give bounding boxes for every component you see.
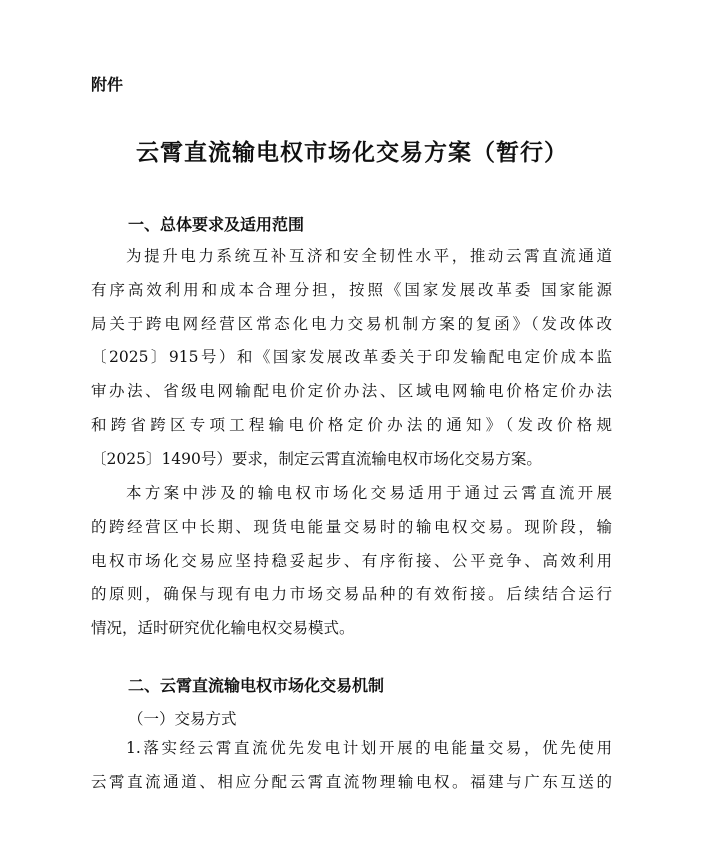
text-line: 和跨省跨区专项工程输电价格定价办法的通知》（发改价格规: [91, 415, 612, 434]
text-line: 〔2025〕915号）和《国家发展改革委关于印发输配电定价成本监: [91, 348, 612, 367]
text-line: 情况，适时研究优化输电权交易模式。: [91, 619, 355, 638]
text-line: 云霄直流通道、相应分配云霄直流物理输电权。福建与广东互送的: [91, 772, 612, 791]
section-2-paragraph-1: [91, 732, 612, 800]
text-line: 1.落实经云霄直流优先发电计划开展的电能量交易，优先使用: [126, 739, 612, 757]
text-line: 本方案中涉及的输电权市场化交易适用于通过云霄直流开展: [126, 484, 612, 502]
section-2-heading: 二、云霄直流输电权市场化交易机制: [128, 676, 385, 695]
section-1-heading: 一、总体要求及适用范围: [128, 215, 305, 234]
attachment-label: 附件: [91, 75, 124, 94]
document-title: 云霄直流输电权市场化交易方案（暂行）: [136, 139, 568, 166]
subsection-heading: （一）交易方式: [128, 710, 237, 728]
text-line: 局关于跨电网经营区常态化电力交易机制方案的复函》（发改体改: [91, 314, 612, 333]
text-line: 〔2025〕1490号）要求，制定云霄直流输电权市场化交易方案。: [91, 449, 542, 468]
text-line: 的跨经营区中长期、现货电能量交易时的输电权交易。现阶段，输: [91, 517, 612, 536]
text-line: 为提升电力系统互补互济和安全韧性水平，推动云霄直流通道: [126, 247, 612, 265]
text-line: 的原则，确保与现有电力市场交易品种的有效衔接。后续结合运行: [91, 585, 612, 604]
text-line: 有序高效利用和成本合理分担，按照《国家发展改革委 国家能源: [91, 280, 612, 299]
section-1-paragraph-1: [91, 240, 612, 477]
section-1-paragraph-2: [91, 477, 612, 646]
text-line: 电权市场化交易应坚持稳妥起步、有序衔接、公平竞争、高效利用: [91, 551, 612, 570]
text-line: 审办法、省级电网输配电价定价办法、区域电网输电价格定价办法: [91, 382, 612, 401]
